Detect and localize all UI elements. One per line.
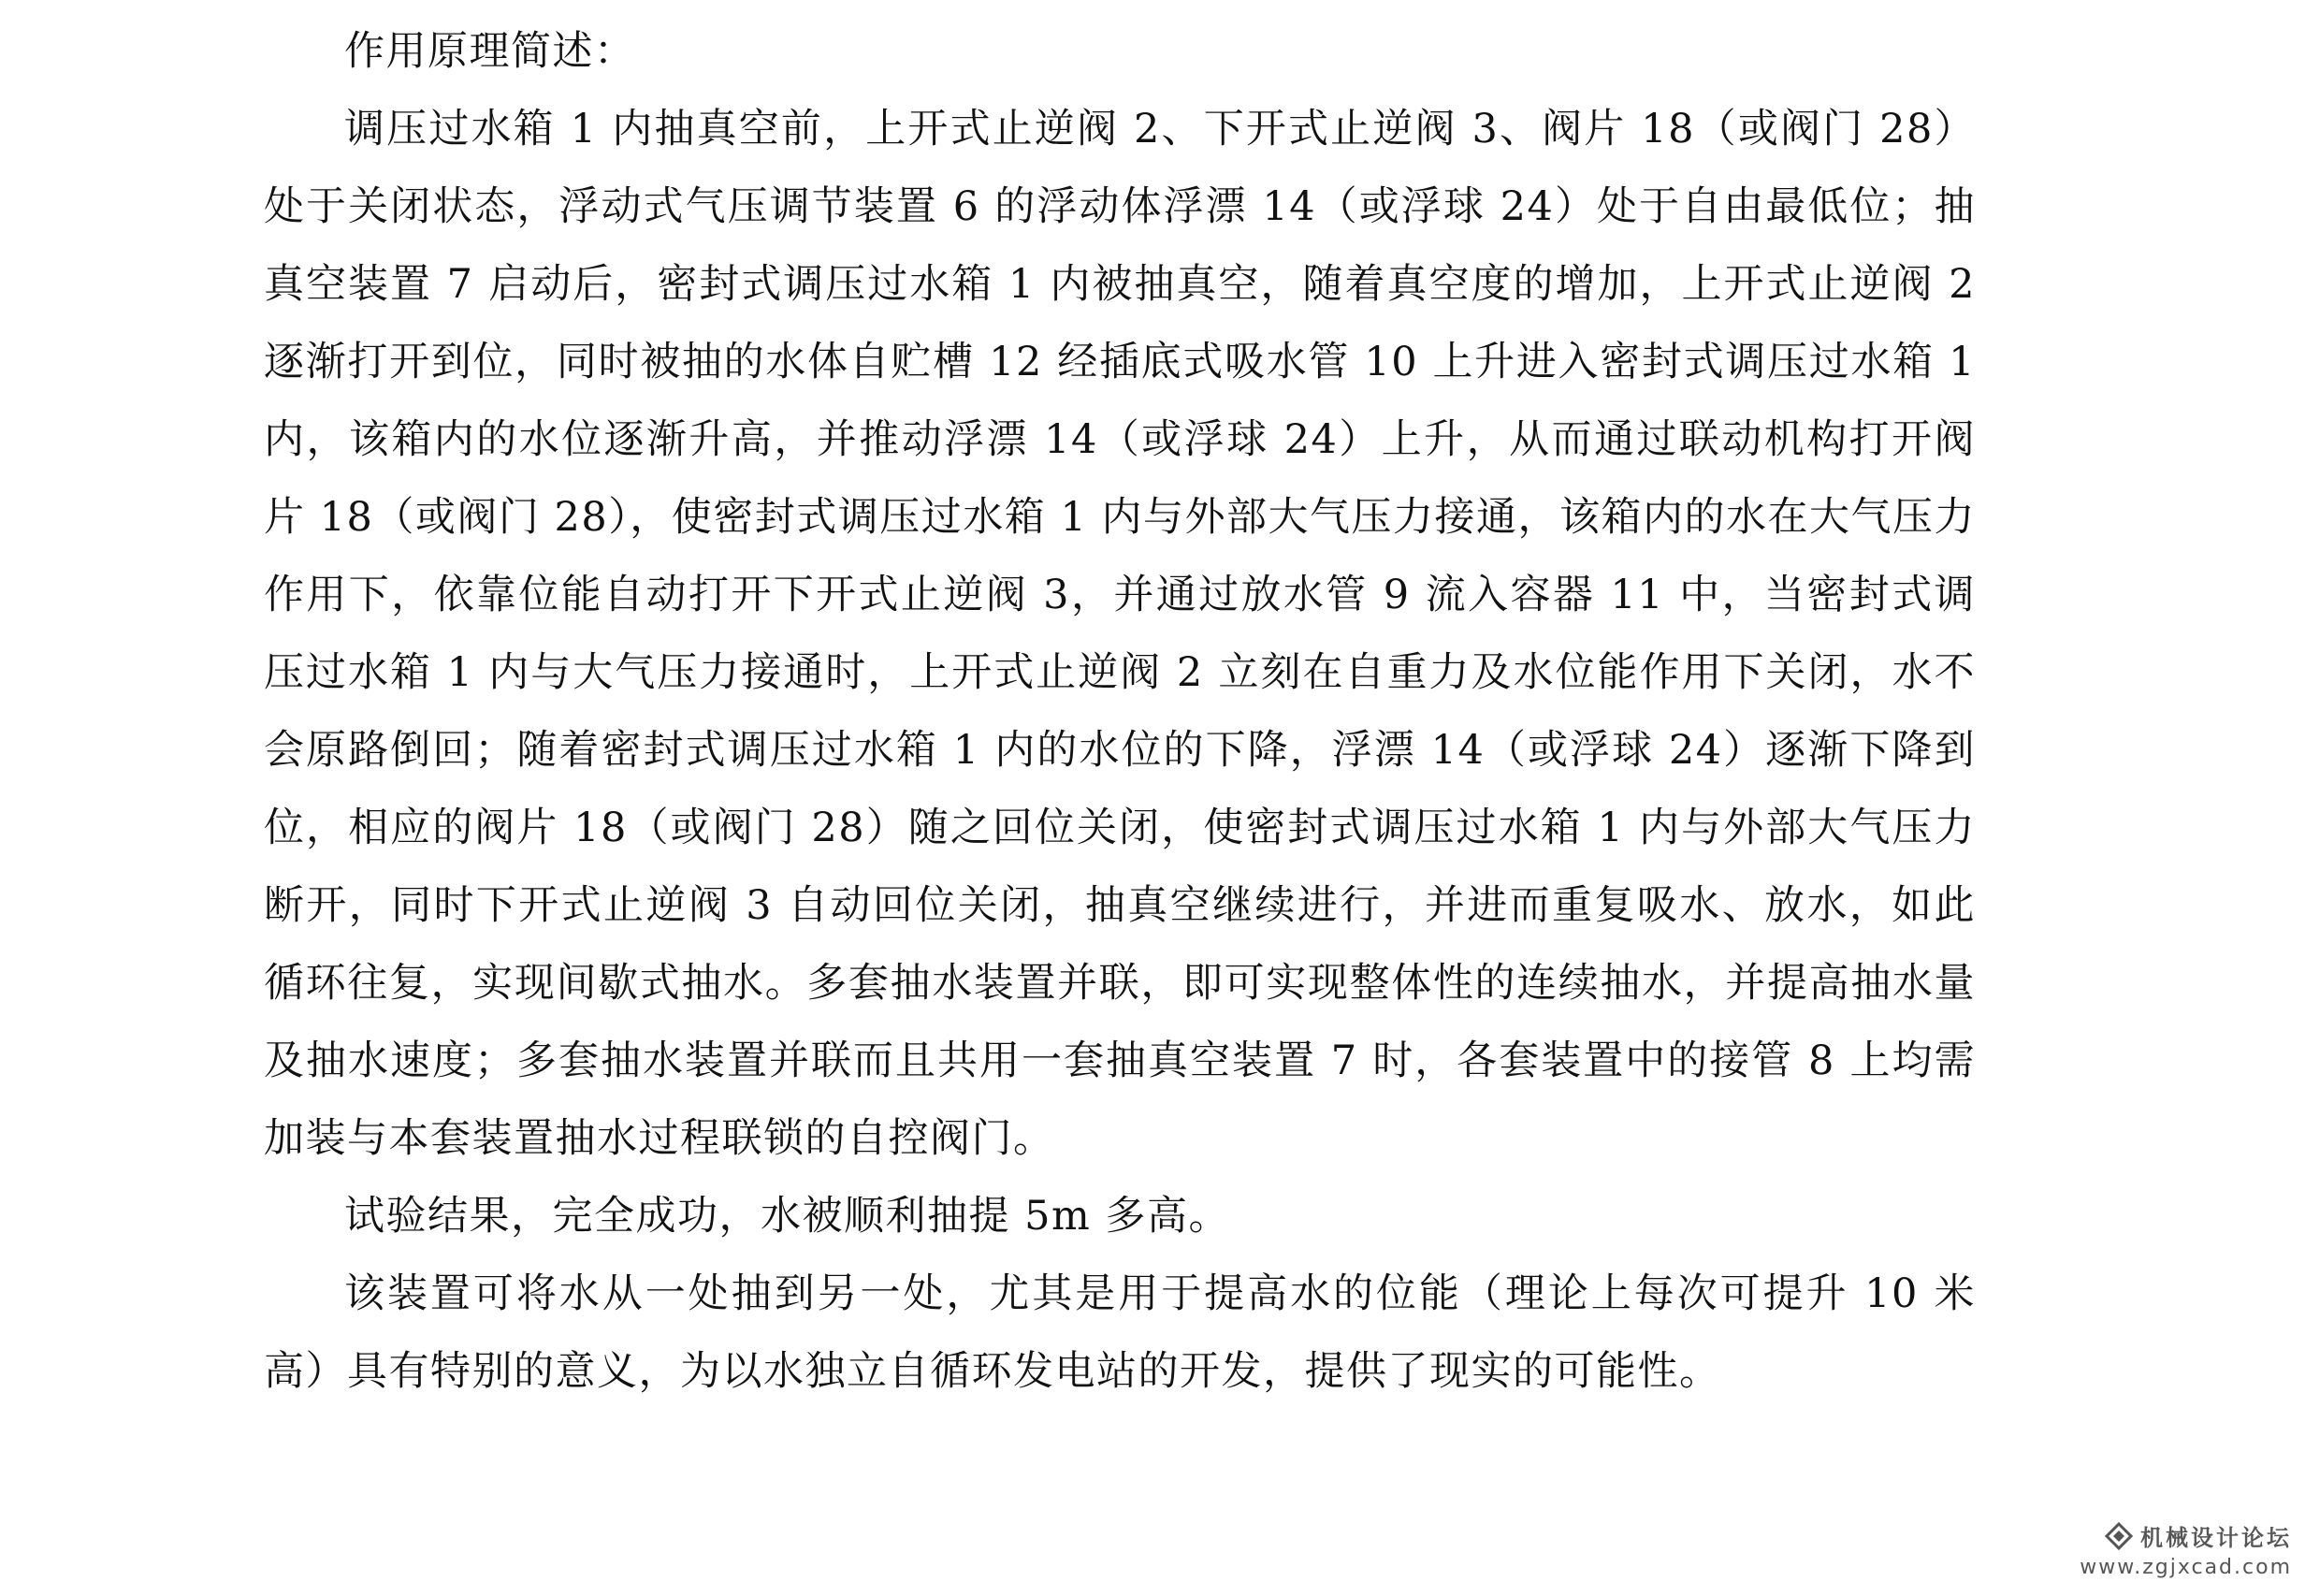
section-heading: 作用原理简述：	[344, 28, 636, 75]
significance-paragraph: 该装置可将水从一处抽到另一处，尤其是用于提高水的位能（理论上每次可提升 10 米高）具有特别的意义，为以水独立自循环发电站的开发，提供了现实的可能性。	[264, 1270, 1976, 1395]
diamond-logo-icon	[2105, 1522, 2133, 1550]
principle-paragraph: 调压过水箱 1 内抽真空前，上开式止逆阀 2、下开式止逆阀 3、阀片 18（或阀门 28）处于关闭状态，浮动式气压调节装置 6 的浮动体浮漂 14（或浮球 24）处于自由最低位；抽真空装置 7 启动后，密封式调压过水箱 1 内被抽真空，随着真空度的增加，上开式止逆阀 2 逐渐打开到位，同时被抽的水体自贮槽 12 经插底式吸水管 10 上升进入密封式调压过水箱 1 内，该箱内的水位逐渐升高，并推动浮漂 14（或浮球 24）上升，从而通过联动机构打开阀片 18（或阀门 28），使密封式调压过水箱 1 内与外部大气压力接通，该箱内的水在大气压力作用下，依靠位能自动打开下开式止逆阀 3，并通过放水管 9 流入容器 11 中，当密封式调压过水箱 1 内与大气压力接通时，上开式止逆阀 2 立刻在自重力及水位能作用下关闭，水不会原路倒回；随着密封式调压过水箱 1 内的水位的下降，浮漂 14（或浮球 24）逐渐下降到位，相应的阀片 18（或阀门 28）随之回位关闭，使密封式调压过水箱 1 内与外部大气压力断开，同时下开式止逆阀 3 自动回位关闭，抽真空继续进行，并进而重复吸水、放水，如此循环往复，实现间歇式抽水。多套抽水装置并联，即可实现整体性的连续抽水，并提高抽水量及抽水速度；多套抽水装置并联而且共用一套抽真空装置 7 时，各套装置中的接管 8 上均需加装与本套装置抽水过程联锁的自控阀门。	[264, 106, 1976, 1162]
watermark-url: www.zgjxcad.com	[2080, 1556, 2292, 1579]
document-body	[264, 13, 1976, 1411]
result-paragraph: 试验结果，完全成功，水被顺利抽提 5m 多高。	[344, 1193, 1230, 1240]
site-watermark	[1983, 1519, 2292, 1590]
watermark-site-name: 机械设计论坛	[2140, 1525, 2292, 1551]
